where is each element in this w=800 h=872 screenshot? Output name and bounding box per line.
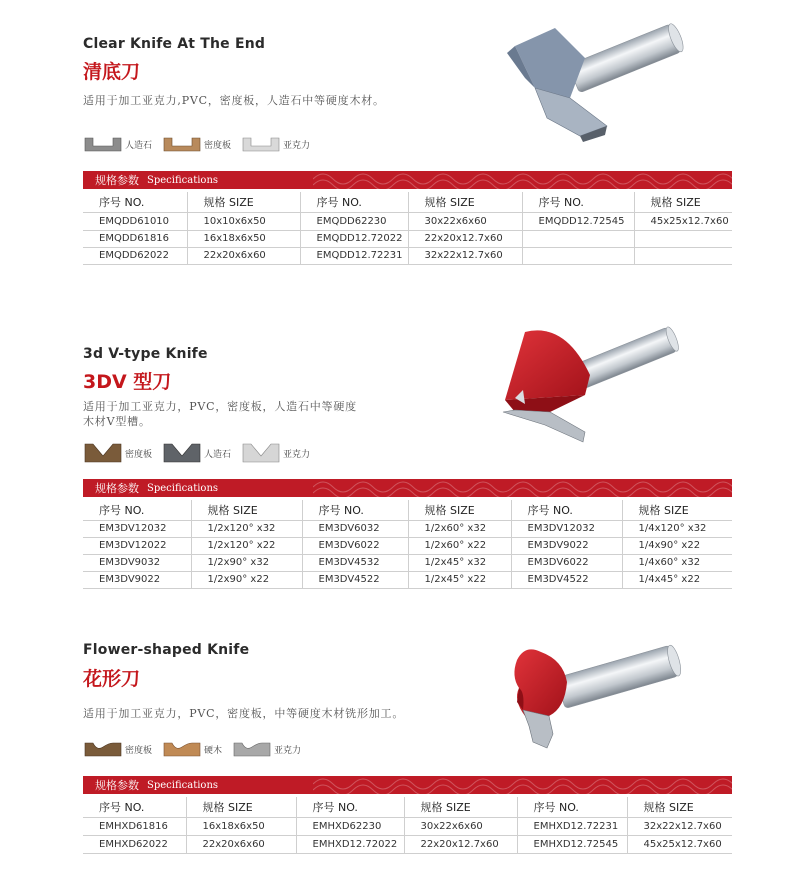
- table-cell: EMHXD12.72022: [296, 835, 404, 853]
- table-cell: EMHXD12.72231: [517, 817, 627, 835]
- table-header-cell: 序号 NO.: [517, 797, 627, 817]
- table-header-cell: 序号 NO.: [511, 500, 622, 520]
- table-cell: EMQDD61010: [83, 212, 187, 230]
- material-label: 人造石: [204, 449, 232, 460]
- table-cell: EMHXD12.72545: [517, 835, 627, 853]
- table-cell: [522, 230, 634, 247]
- table-cell: EM3DV9032: [83, 554, 191, 571]
- table-cell: EM3DV6022: [302, 537, 408, 554]
- table-cell: 45x25x12.7x60: [627, 835, 732, 853]
- table-cell: EMQDD62230: [300, 212, 408, 230]
- section-1-description: 适用于加工亚克力,PVC，密度板，人造石中等硬度木材。: [83, 94, 385, 107]
- table-header-cell: 序号 NO.: [83, 500, 191, 520]
- material-label: 密度板: [125, 745, 153, 756]
- flower-knife-tool-image: [505, 630, 695, 755]
- table-row: [83, 247, 732, 264]
- section-1-materials: [83, 136, 320, 152]
- banner-label-cn: 规格参数: [95, 482, 139, 495]
- table-header-cell: 序号 NO.: [302, 500, 408, 520]
- table-header-cell: 序号 NO.: [83, 797, 186, 817]
- section-3-title-en: Flower-shaped Knife: [83, 642, 250, 658]
- table-row: [83, 520, 732, 537]
- table-cell: 22x20x12.7x60: [408, 230, 522, 247]
- table-cell: 30x22x6x60: [404, 817, 517, 835]
- table-cell: [522, 247, 634, 264]
- v-type-knife-tool-image: [495, 320, 695, 450]
- table-cell: [634, 247, 732, 264]
- acrylic-icon: [241, 442, 281, 464]
- table-row: [83, 817, 732, 835]
- table-cell: EMQDD12.72231: [300, 247, 408, 264]
- table-cell: 1/2x120° x32: [191, 520, 302, 537]
- table-cell: 1/4x60° x32: [622, 554, 732, 571]
- section-2-spec-table: [83, 500, 732, 589]
- section-1-title-en: Clear Knife At The End: [83, 36, 266, 52]
- wave-pattern-icon: [313, 171, 732, 189]
- section-1-spec-banner: [83, 171, 732, 189]
- table-cell: 1/2x120° x22: [191, 537, 302, 554]
- banner-label-en: Specifications: [147, 779, 219, 791]
- section-2-title-en: 3d V-type Knife: [83, 346, 208, 362]
- acrylic-icon: [232, 741, 272, 757]
- table-row: [83, 835, 732, 853]
- section-3-spec-table: [83, 797, 732, 854]
- banner-label-cn: 规格参数: [95, 174, 139, 187]
- section-2-description-line-1: 适用于加工亚克力，PVC，密度板，人造石中等硬度: [83, 400, 357, 413]
- table-cell: 32x22x12.7x60: [627, 817, 732, 835]
- wave-pattern-icon: [313, 479, 732, 497]
- table-cell: 1/2x60° x32: [408, 520, 511, 537]
- acrylic-icon: [241, 136, 281, 152]
- table-header-cell: 序号 NO.: [522, 192, 634, 212]
- banner-label-en: Specifications: [147, 482, 219, 494]
- table-header-cell: 规格 SIZE: [191, 500, 302, 520]
- table-cell: EM3DV6032: [302, 520, 408, 537]
- section-2-spec-banner: [83, 479, 732, 497]
- table-header-cell: 规格 SIZE: [634, 192, 732, 212]
- material-label: 亚克力: [283, 449, 311, 460]
- section-3-materials: [83, 741, 311, 757]
- table-cell: [634, 230, 732, 247]
- material-label: 人造石: [125, 140, 153, 151]
- section-1-spec-table: [83, 192, 732, 265]
- section-2-materials: [83, 442, 320, 464]
- table-cell: EM3DV4532: [302, 554, 408, 571]
- section-3-spec-banner: [83, 776, 732, 794]
- density-board-icon: [83, 442, 123, 464]
- table-header-cell: 序号 NO.: [83, 192, 187, 212]
- table-header-cell: 规格 SIZE: [408, 500, 511, 520]
- table-header-cell: 规格 SIZE: [186, 797, 296, 817]
- table-cell: EMQDD12.72022: [300, 230, 408, 247]
- material-label: 硬木: [204, 745, 223, 756]
- table-cell: EMQDD12.72545: [522, 212, 634, 230]
- table-cell: EM3DV6022: [511, 554, 622, 571]
- section-3-title-cn: 花形刀: [83, 668, 141, 690]
- artificial-stone-icon: [83, 136, 123, 152]
- table-cell: EM3DV9022: [511, 537, 622, 554]
- table-cell: 1/4x120° x32: [622, 520, 732, 537]
- table-cell: 10x10x6x50: [187, 212, 300, 230]
- table-cell: 1/2x45° x32: [408, 554, 511, 571]
- table-cell: 22x20x12.7x60: [404, 835, 517, 853]
- section-2-description: [83, 399, 357, 429]
- table-cell: 30x22x6x60: [408, 212, 522, 230]
- table-cell: EM3DV12032: [83, 520, 191, 537]
- section-2-description-line-2: 木材V型槽。: [83, 415, 151, 428]
- table-cell: EM3DV4522: [302, 571, 408, 588]
- table-header-row: [83, 797, 732, 817]
- table-cell: EMQDD62022: [83, 247, 187, 264]
- table-header-cell: 规格 SIZE: [627, 797, 732, 817]
- table-cell: 45x25x12.7x60: [634, 212, 732, 230]
- table-cell: EM3DV12022: [83, 537, 191, 554]
- table-cell: EM3DV4522: [511, 571, 622, 588]
- table-cell: EM3DV12032: [511, 520, 622, 537]
- table-cell: 1/2x60° x22: [408, 537, 511, 554]
- table-cell: EMHXD62230: [296, 817, 404, 835]
- table-cell: EMHXD62022: [83, 835, 186, 853]
- table-row: [83, 230, 732, 247]
- banner-label-en: Specifications: [147, 174, 219, 186]
- table-cell: 32x22x12.7x60: [408, 247, 522, 264]
- table-cell: 16x18x6x50: [186, 817, 296, 835]
- density-board-icon: [162, 136, 202, 152]
- density-board-icon: [83, 741, 123, 757]
- table-cell: EM3DV9022: [83, 571, 191, 588]
- table-header-cell: 序号 NO.: [300, 192, 408, 212]
- table-row: [83, 212, 732, 230]
- table-row: [83, 537, 732, 554]
- clear-knife-tool-image: [495, 18, 695, 143]
- material-label: 亚克力: [274, 745, 302, 756]
- table-cell: 1/4x45° x22: [622, 571, 732, 588]
- table-header-cell: 规格 SIZE: [622, 500, 732, 520]
- section-2-title-cn: 3DV 型刀: [83, 371, 172, 393]
- material-label: 亚克力: [283, 140, 311, 151]
- banner-label-cn: 规格参数: [95, 779, 139, 792]
- table-cell: 16x18x6x50: [187, 230, 300, 247]
- table-header-cell: 规格 SIZE: [404, 797, 517, 817]
- table-cell: 22x20x6x60: [186, 835, 296, 853]
- table-cell: 22x20x6x60: [187, 247, 300, 264]
- section-1-title-cn: 清底刀: [83, 61, 141, 83]
- table-row: [83, 571, 732, 588]
- table-cell: EMQDD61816: [83, 230, 187, 247]
- table-header-row: [83, 192, 732, 212]
- table-cell: 1/2x90° x22: [191, 571, 302, 588]
- table-header-cell: 规格 SIZE: [408, 192, 522, 212]
- table-header-cell: 序号 NO.: [296, 797, 404, 817]
- table-cell: 1/2x90° x32: [191, 554, 302, 571]
- material-label: 密度板: [204, 140, 232, 151]
- table-header-cell: 规格 SIZE: [187, 192, 300, 212]
- table-cell: EMHXD61816: [83, 817, 186, 835]
- section-3-description: 适用于加工亚克力，PVC，密度板，中等硬度木材铣形加工。: [83, 707, 405, 720]
- wave-pattern-icon: [313, 776, 732, 794]
- table-cell: 1/4x90° x22: [622, 537, 732, 554]
- table-cell: 1/2x45° x22: [408, 571, 511, 588]
- hardwood-icon: [162, 741, 202, 757]
- material-label: 密度板: [125, 449, 153, 460]
- table-row: [83, 554, 732, 571]
- artificial-stone-icon: [162, 442, 202, 464]
- table-header-row: [83, 500, 732, 520]
